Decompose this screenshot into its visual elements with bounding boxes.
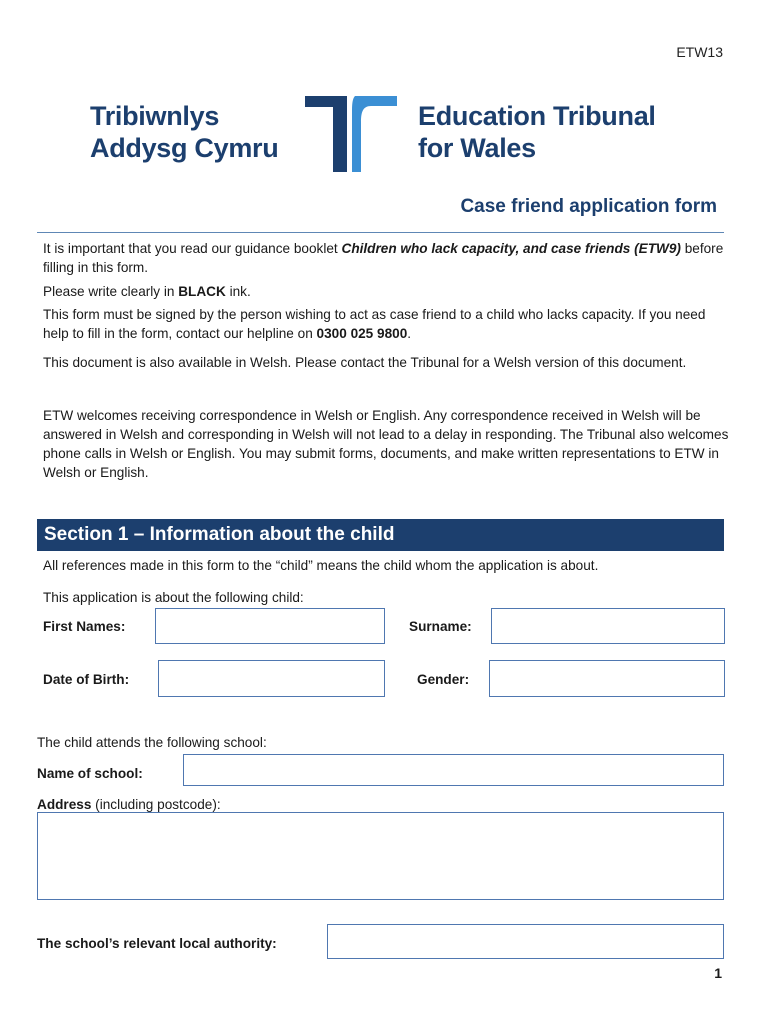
gender-field[interactable] xyxy=(489,660,725,697)
school-intro-text: The child attends the following school: xyxy=(37,735,267,750)
logo-english-line2: for Wales xyxy=(418,133,536,163)
local-authority-field[interactable] xyxy=(327,924,724,959)
section-1-heading: Section 1 – Information about the child xyxy=(37,519,724,551)
signature-paragraph: This form must be signed by the person wishing to act as case friend to a child who lacks capacity. If you need help to fill in the form, contact our helpline on 0300 025 9800. xyxy=(43,307,706,341)
school-name-field[interactable] xyxy=(183,754,724,786)
first-names-field[interactable] xyxy=(155,608,385,644)
logo-english-text xyxy=(418,100,656,164)
date-of-birth-label: Date of Birth: xyxy=(43,672,130,687)
logo-welsh-line2: Addysg Cymru xyxy=(90,133,279,163)
surname-field[interactable] xyxy=(491,608,725,644)
school-address-field[interactable] xyxy=(37,812,724,900)
logo-welsh-line1: Tribiwnlys xyxy=(90,101,220,131)
child-definition-note: All references made in this form to the “child” means the child whom the application is about. xyxy=(43,558,599,573)
surname-label: Surname: xyxy=(409,619,472,634)
logo-welsh-text xyxy=(90,100,278,164)
form-code: ETW13 xyxy=(676,44,723,60)
date-of-birth-field[interactable] xyxy=(158,660,385,697)
tribunal-logo-icon xyxy=(305,96,397,172)
welsh-version-paragraph: This document is also available in Welsh. Please contact the Tribunal for a Welsh version of this document. xyxy=(43,355,687,370)
guidance-paragraph: It is important that you read our guidance booklet Children who lack capacity, and case friends (ETW9) before filling in this form. xyxy=(43,241,724,275)
ink-paragraph: Please write clearly in BLACK ink. xyxy=(43,284,251,299)
form-title: Case friend application form xyxy=(460,196,717,217)
first-names-label: First Names: xyxy=(43,619,126,634)
school-name-label: Name of school: xyxy=(37,766,143,781)
gender-label: Gender: xyxy=(417,672,470,687)
page-number: 1 xyxy=(714,965,722,981)
application-about-text: This application is about the following child: xyxy=(43,590,304,605)
title-divider xyxy=(37,232,724,233)
local-authority-label: The school’s relevant local authority: xyxy=(37,936,277,951)
logo-english-line1: Education Tribunal xyxy=(418,101,656,131)
address-label: Address (including postcode): xyxy=(37,797,221,812)
welsh-correspondence-paragraph: ETW welcomes receiving correspondence in Welsh or English. Any correspondence received in Welsh will be answered in Welsh and corresponding in Welsh will not lead to a delay in responding. The Tribunal also welcomes phone calls in Welsh or English. You may submit forms, documents, and make written representations to ETW in Welsh or English. xyxy=(43,408,729,480)
